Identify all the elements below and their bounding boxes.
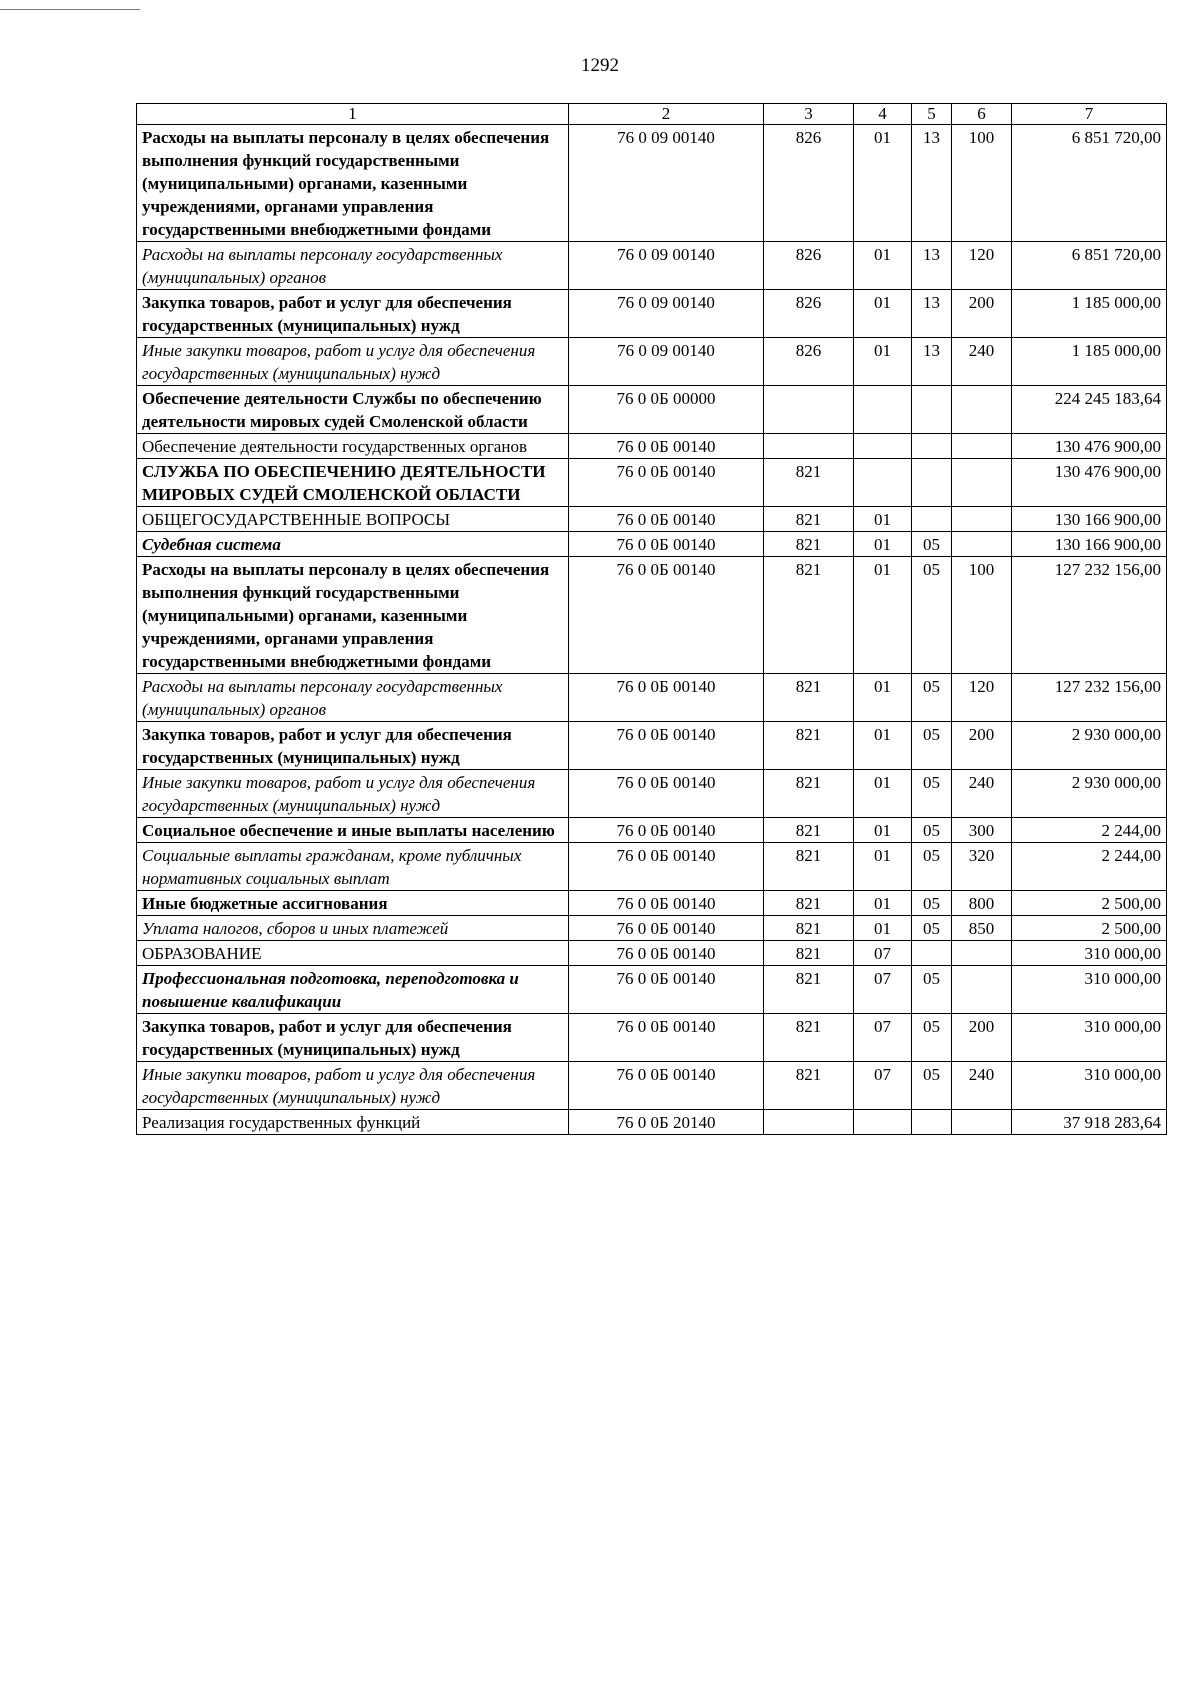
subsection-code: 05	[912, 557, 952, 674]
expense-type-code: 120	[952, 242, 1012, 290]
table-row	[137, 459, 1167, 507]
header-row	[137, 104, 1167, 125]
section-code: 07	[854, 1062, 912, 1110]
section-code: 01	[854, 125, 912, 242]
target-article-code: 76 0 0Б 00140	[569, 722, 764, 770]
header-col-4: 4	[854, 104, 912, 125]
target-article-code: 76 0 0Б 00000	[569, 386, 764, 434]
subsection-code: 05	[912, 966, 952, 1014]
target-article-code: 76 0 0Б 00140	[569, 770, 764, 818]
section-code: 01	[854, 290, 912, 338]
header-col-1: 1	[137, 104, 569, 125]
table-row	[137, 722, 1167, 770]
section-code: 01	[854, 242, 912, 290]
table-row	[137, 843, 1167, 891]
target-article-code: 76 0 0Б 00140	[569, 966, 764, 1014]
target-article-code: 76 0 0Б 00140	[569, 674, 764, 722]
table-row	[137, 818, 1167, 843]
target-article-code: 76 0 0Б 00140	[569, 434, 764, 459]
ministry-code: 821	[764, 1014, 854, 1062]
row-description: Иные закупки товаров, работ и услуг для обеспечения государственных (муниципальных) нужд	[137, 770, 569, 818]
header-col-3: 3	[764, 104, 854, 125]
row-description: Иные бюджетные ассигнования	[137, 891, 569, 916]
table-row	[137, 1110, 1167, 1135]
amount: 310 000,00	[1012, 1014, 1167, 1062]
amount: 2 930 000,00	[1012, 722, 1167, 770]
subsection-code	[912, 1110, 952, 1135]
ministry-code: 821	[764, 674, 854, 722]
row-description: Реализация государственных функций	[137, 1110, 569, 1135]
ministry-code: 821	[764, 532, 854, 557]
subsection-code	[912, 459, 952, 507]
row-description: Расходы на выплаты персоналу государственных (муниципальных) органов	[137, 674, 569, 722]
expense-type-code: 200	[952, 1014, 1012, 1062]
table-row	[137, 338, 1167, 386]
row-description: Обеспечение деятельности государственных органов	[137, 434, 569, 459]
ministry-code: 821	[764, 557, 854, 674]
row-description: Судебная система	[137, 532, 569, 557]
header-col-6: 6	[952, 104, 1012, 125]
section-code: 07	[854, 941, 912, 966]
ministry-code	[764, 434, 854, 459]
section-code	[854, 459, 912, 507]
subsection-code: 05	[912, 722, 952, 770]
table-row	[137, 941, 1167, 966]
expense-type-code	[952, 459, 1012, 507]
budget-table	[136, 103, 1167, 1135]
ministry-code: 821	[764, 459, 854, 507]
subsection-code: 05	[912, 674, 952, 722]
row-description: СЛУЖБА ПО ОБЕСПЕЧЕНИЮ ДЕЯТЕЛЬНОСТИ МИРОВЫХ СУДЕЙ СМОЛЕНСКОЙ ОБЛАСТИ	[137, 459, 569, 507]
expense-type-code	[952, 1110, 1012, 1135]
table-row	[137, 966, 1167, 1014]
row-description: Расходы на выплаты персоналу в целях обеспечения выполнения функций государственными (муниципальными) органами, казенными учреждениями, органами управления государственными внебюджетными фондами	[137, 125, 569, 242]
subsection-code	[912, 941, 952, 966]
section-code: 01	[854, 891, 912, 916]
ministry-code: 821	[764, 770, 854, 818]
amount: 2 500,00	[1012, 916, 1167, 941]
target-article-code: 76 0 0Б 00140	[569, 1062, 764, 1110]
section-code: 01	[854, 818, 912, 843]
amount: 37 918 283,64	[1012, 1110, 1167, 1135]
amount: 1 185 000,00	[1012, 290, 1167, 338]
table-row	[137, 891, 1167, 916]
table-row	[137, 1062, 1167, 1110]
expense-type-code: 100	[952, 125, 1012, 242]
row-description: Закупка товаров, работ и услуг для обеспечения государственных (муниципальных) нужд	[137, 722, 569, 770]
amount: 2 500,00	[1012, 891, 1167, 916]
ministry-code	[764, 386, 854, 434]
expense-type-code: 240	[952, 1062, 1012, 1110]
section-code: 01	[854, 916, 912, 941]
amount: 130 166 900,00	[1012, 507, 1167, 532]
target-article-code: 76 0 0Б 00140	[569, 507, 764, 532]
row-description: Закупка товаров, работ и услуг для обеспечения государственных (муниципальных) нужд	[137, 1014, 569, 1062]
amount: 6 851 720,00	[1012, 242, 1167, 290]
ministry-code: 821	[764, 1062, 854, 1110]
top-rule	[0, 9, 140, 10]
ministry-code: 826	[764, 338, 854, 386]
row-description: Обеспечение деятельности Службы по обеспечению деятельности мировых судей Смоленской области	[137, 386, 569, 434]
header-col-2: 2	[569, 104, 764, 125]
target-article-code: 76 0 0Б 00140	[569, 1014, 764, 1062]
row-description: Уплата налогов, сборов и иных платежей	[137, 916, 569, 941]
expense-type-code: 800	[952, 891, 1012, 916]
section-code: 07	[854, 966, 912, 1014]
target-article-code: 76 0 0Б 00140	[569, 459, 764, 507]
section-code: 01	[854, 843, 912, 891]
expense-type-code: 320	[952, 843, 1012, 891]
ministry-code: 821	[764, 916, 854, 941]
target-article-code: 76 0 0Б 00140	[569, 916, 764, 941]
expense-type-code: 100	[952, 557, 1012, 674]
subsection-code	[912, 507, 952, 532]
target-article-code: 76 0 0Б 20140	[569, 1110, 764, 1135]
amount: 310 000,00	[1012, 1062, 1167, 1110]
subsection-code: 13	[912, 242, 952, 290]
table-row	[137, 434, 1167, 459]
table-row	[137, 386, 1167, 434]
table-row	[137, 242, 1167, 290]
header-col-7: 7	[1012, 104, 1167, 125]
section-code: 01	[854, 338, 912, 386]
subsection-code: 13	[912, 338, 952, 386]
row-description: ОБРАЗОВАНИЕ	[137, 941, 569, 966]
table-row	[137, 125, 1167, 242]
amount: 6 851 720,00	[1012, 125, 1167, 242]
ministry-code: 821	[764, 941, 854, 966]
row-description: Иные закупки товаров, работ и услуг для обеспечения государственных (муниципальных) нужд	[137, 1062, 569, 1110]
target-article-code: 76 0 0Б 00140	[569, 891, 764, 916]
expense-type-code: 200	[952, 290, 1012, 338]
expense-type-code	[952, 966, 1012, 1014]
table-row	[137, 674, 1167, 722]
ministry-code: 826	[764, 125, 854, 242]
amount: 310 000,00	[1012, 966, 1167, 1014]
subsection-code	[912, 434, 952, 459]
target-article-code: 76 0 0Б 00140	[569, 532, 764, 557]
expense-type-code	[952, 941, 1012, 966]
ministry-code: 826	[764, 290, 854, 338]
expense-type-code	[952, 507, 1012, 532]
table-row	[137, 1014, 1167, 1062]
section-code	[854, 1110, 912, 1135]
section-code: 07	[854, 1014, 912, 1062]
table-row	[137, 532, 1167, 557]
amount: 130 166 900,00	[1012, 532, 1167, 557]
amount: 2 244,00	[1012, 843, 1167, 891]
expense-type-code: 300	[952, 818, 1012, 843]
subsection-code: 05	[912, 818, 952, 843]
subsection-code: 05	[912, 532, 952, 557]
table-row	[137, 290, 1167, 338]
section-code: 01	[854, 722, 912, 770]
expense-type-code	[952, 532, 1012, 557]
section-code: 01	[854, 674, 912, 722]
ministry-code: 821	[764, 722, 854, 770]
row-description: Профессиональная подготовка, переподготовка и повышение квалификации	[137, 966, 569, 1014]
subsection-code: 05	[912, 891, 952, 916]
header-col-5: 5	[912, 104, 952, 125]
section-code	[854, 434, 912, 459]
target-article-code: 76 0 0Б 00140	[569, 843, 764, 891]
row-description: Расходы на выплаты персоналу государственных (муниципальных) органов	[137, 242, 569, 290]
subsection-code: 13	[912, 125, 952, 242]
ministry-code: 821	[764, 507, 854, 532]
subsection-code: 05	[912, 916, 952, 941]
row-description: Расходы на выплаты персоналу в целях обеспечения выполнения функций государственными (муниципальными) органами, казенными учреждениями, органами управления государственными внебюджетными фондами	[137, 557, 569, 674]
table-row	[137, 557, 1167, 674]
expense-type-code: 120	[952, 674, 1012, 722]
amount: 2 930 000,00	[1012, 770, 1167, 818]
ministry-code: 821	[764, 966, 854, 1014]
ministry-code	[764, 1110, 854, 1135]
subsection-code: 13	[912, 290, 952, 338]
subsection-code: 05	[912, 770, 952, 818]
subsection-code: 05	[912, 843, 952, 891]
ministry-code: 821	[764, 843, 854, 891]
target-article-code: 76 0 09 00140	[569, 125, 764, 242]
target-article-code: 76 0 0Б 00140	[569, 557, 764, 674]
row-description: Закупка товаров, работ и услуг для обеспечения государственных (муниципальных) нужд	[137, 290, 569, 338]
subsection-code: 05	[912, 1014, 952, 1062]
section-code: 01	[854, 507, 912, 532]
row-description: Социальные выплаты гражданам, кроме публичных нормативных социальных выплат	[137, 843, 569, 891]
row-description: ОБЩЕГОСУДАРСТВЕННЫЕ ВОПРОСЫ	[137, 507, 569, 532]
table-row	[137, 770, 1167, 818]
amount: 130 476 900,00	[1012, 459, 1167, 507]
amount: 130 476 900,00	[1012, 434, 1167, 459]
page-number: 1292	[581, 55, 619, 76]
target-article-code: 76 0 09 00140	[569, 338, 764, 386]
target-article-code: 76 0 09 00140	[569, 242, 764, 290]
subsection-code	[912, 386, 952, 434]
ministry-code: 821	[764, 891, 854, 916]
ministry-code: 821	[764, 818, 854, 843]
expense-type-code	[952, 434, 1012, 459]
amount: 1 185 000,00	[1012, 338, 1167, 386]
section-code	[854, 386, 912, 434]
expense-type-code	[952, 386, 1012, 434]
expense-type-code: 200	[952, 722, 1012, 770]
section-code: 01	[854, 557, 912, 674]
expense-type-code: 850	[952, 916, 1012, 941]
row-description: Иные закупки товаров, работ и услуг для обеспечения государственных (муниципальных) нужд	[137, 338, 569, 386]
target-article-code: 76 0 09 00140	[569, 290, 764, 338]
section-code: 01	[854, 532, 912, 557]
target-article-code: 76 0 0Б 00140	[569, 818, 764, 843]
row-description: Социальное обеспечение и иные выплаты населению	[137, 818, 569, 843]
table-row	[137, 916, 1167, 941]
target-article-code: 76 0 0Б 00140	[569, 941, 764, 966]
expense-type-code: 240	[952, 770, 1012, 818]
amount: 310 000,00	[1012, 941, 1167, 966]
subsection-code: 05	[912, 1062, 952, 1110]
section-code: 01	[854, 770, 912, 818]
expense-type-code: 240	[952, 338, 1012, 386]
amount: 224 245 183,64	[1012, 386, 1167, 434]
amount: 127 232 156,00	[1012, 674, 1167, 722]
amount: 127 232 156,00	[1012, 557, 1167, 674]
table-row	[137, 507, 1167, 532]
ministry-code: 826	[764, 242, 854, 290]
amount: 2 244,00	[1012, 818, 1167, 843]
